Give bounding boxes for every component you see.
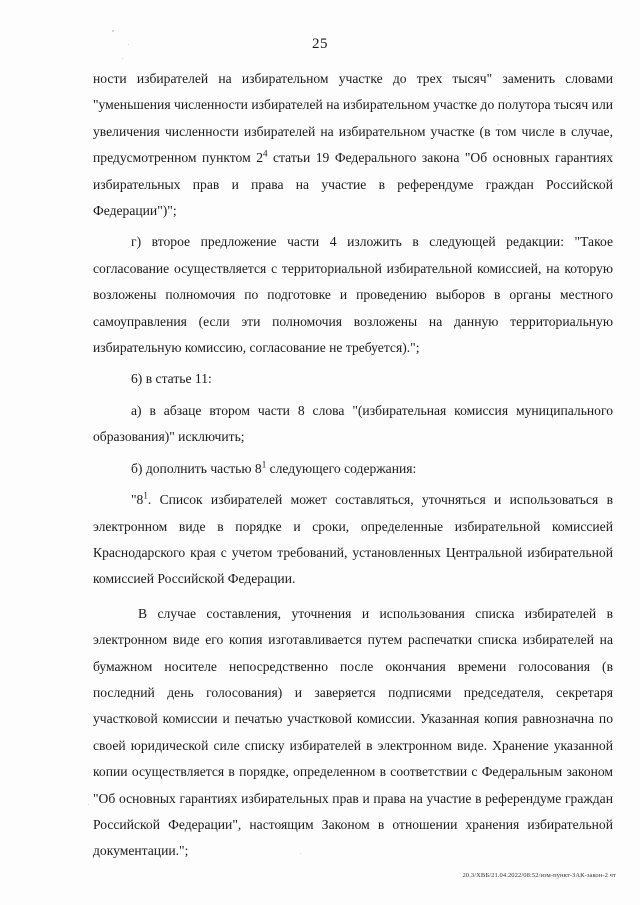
paragraph-electronic-copy: В случае составления, уточнения и использования списка избирателей в электронном виде его копия изготавливается путем распечатки списка избирателей на бумажном носителе непосредственно после окончания времени голосования (в последний день голосования) и заверяется подписями председателя, секретаря участковой комиссии и печатью участковой комиссии. Указанная копия равнозначна по своей юридической силе списку избирателей в электронном виде. Хранение указанной копии осуществляется в порядке, определенном в соответствии с Федеральным законом "Об основных гарантиях избирательных прав и права на участие в референдуме граждан Российской Федерации", настоящим Законом в отношении хранения избирательной документации.";: [93, 605, 613, 859]
paragraph-item-6: 6) в статье 11:: [131, 371, 212, 387]
paragraph-item-g: г) второе предложение части 4 изложить в следующей редакции: "Такое согласование осуществляется с территориальной избирательной комиссией, на которую возложены полномочия по подготовке и проведению выборов в органы местного самоуправления (если эти полномочия возложены на данную территориальную избирательную комиссию, согласование не требуется).";: [93, 234, 613, 356]
paragraph-item-b: б) дополнить частью $8^1$ следующего содержания:: [131, 459, 417, 476]
document-body: [93, 66, 613, 865]
paragraph-item-a: а) в абзаце втором части 8 слова "(избирательная комиссия муниципального образования)" исключить;: [93, 402, 613, 445]
paragraph-continuation: ности избирателей на избирательном участке до трех тысяч" заменить словами "уменьшения численности избирателей на избирательном участке до полутора тысяч или увеличения численности избирателей на избирательном участке (в том числе в случае, предусмотренном пунктом $2^4$ статьи 19 Федерального закона "Об основных гарантиях избирательных прав и права на участие в референдуме граждан Российской Федерации")";: [93, 71, 613, 219]
scan-speck: [112, 30, 114, 32]
document-footer-code: 20.3/ХВБ/21.04.2022/08:52/изм-пункт-ЗАК-закон-2 чт: [462, 872, 616, 879]
paragraph-part-8-1: "$8^1$. Список избирателей может составляться, уточняться и использоваться в электронном виде в порядке и сроки, определенные избирательной комиссией Краснодарского края с учетом требований, установленных Центральной избирательной комиссией Российской Федерации.: [93, 490, 613, 587]
scan-speck: [122, 58, 123, 59]
scan-speck: [88, 804, 89, 805]
page-number: 25: [312, 36, 328, 52]
